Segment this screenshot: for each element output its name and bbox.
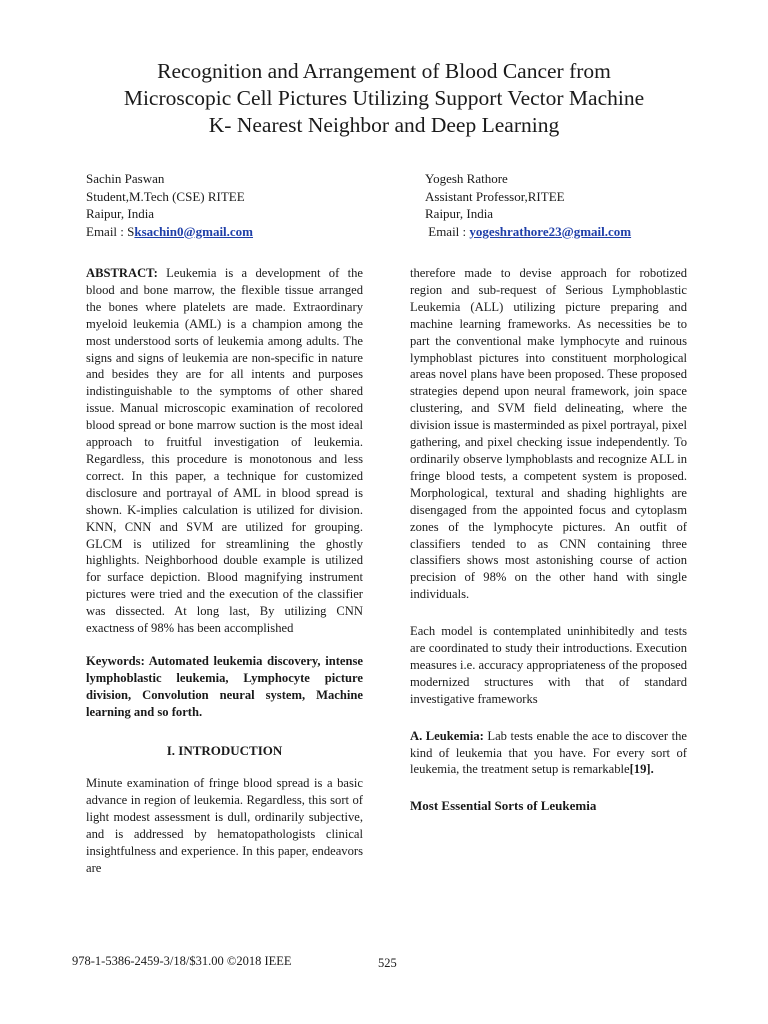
author-email-row — [86, 223, 346, 241]
title-line: Microscopic Cell Pictures Utilizing Support Vector Machine — [123, 86, 645, 110]
keywords-paragraph — [86, 653, 363, 721]
body-paragraph: Each model is contemplated uninhibitedly and tests are coordinated to study their introductions. Execution measures i.e. accuracy appropriateness of the proposed modernized structures with that of standard investigative frameworks — [410, 624, 687, 706]
email-link[interactable]: ksachin0@gmail.com — [134, 223, 254, 239]
introduction-paragraph: Minute examination of fringe blood spread is a basic advance in region of leukemia. Regardless, this sort of light modest assessment is dull, ordinarily subjective, and is addressed by hematopathologists clinical insightfulness and experience. In this paper, endeavors are — [86, 776, 363, 875]
email-link[interactable]: yogeshrathore23@gmail.com — [469, 223, 632, 239]
body-paragraph: therefore made to devise approach for robotized region and sub-request of Serious Lymphoblastic Leukemia (ALL) utilizing picture preparing and machine learning frameworks. As necessities be to part the conventional make lymphocyte and ruinous lymphoblast pictures into constituent morphological areas novel plans have been proposed. These proposed strategies depend upon neural framework, join space clustering, and SVM field delineating, where the division issue is masterminded as pixel portrayal, pixel gathering, and pixel checking issue independently. To ordinarily observe lymphoblasts and recognize ALL in fringe blood tests, a competent system is proposed. Morphological, textural and shading highlights are disengaged from the appointed focus and cytoplasm zones of the lymphocyte pictures. An outfit of classifiers tended to as CNN containing three classifiers shows most astonishing course of action precision of 98% on the other hand with single individuals. — [410, 266, 688, 602]
right-column — [410, 265, 687, 815]
abstract-text: Leukemia is a development of the blood and bone marrow, the flexible tissue arranged the bones where platelets are made. Extraordinary myeloid leukemia (AML) is a champion among the most understood sorts of leukemia among adults. The signs and signs of leukemia are non-specific in nature and besides they are for all intents and purposes indistinguishable to the symptoms of other shared issue. Manual microscopic examination of recolored blood spread or bone marrow suction is the most ideal approach to fruitful investigation of leukemia. Regardless, this procedure is monotonous and less correct. In this paper, a technique for customized disclosure and portrayal of AML in blood spread is shown. K-implies calculation is utilized for division. KNN, CNN and SVM are utilized for grouping. GLCM is utilized for streamlining the ghostly highlights. Neighborhood double example is utilized for surface depiction. Blood magnifying instrument pictures were tried and the execution of the classifier was dissected. At long last, By utilizing CNN exactness of 98% has been accomplished — [86, 266, 363, 636]
page-number: 525 — [378, 956, 397, 970]
abstract-label: ABSTRACT: — [86, 266, 158, 280]
author-position: Student,M.Tech (CSE) RITEE — [86, 188, 245, 204]
leukemia-paragraph — [410, 728, 687, 779]
author-name: Yogesh Rathore — [425, 171, 508, 186]
author-name: Sachin Paswan — [86, 171, 165, 186]
author-email-row — [425, 223, 725, 241]
email-label: Email : S — [86, 223, 135, 239]
section-heading-introduction: I. INTRODUCTION — [166, 742, 283, 758]
subsection-heading: Most Essential Sorts of Leukemia — [410, 798, 597, 814]
leukemia-text: Lab tests enable the ace to discover the kind of leukemia that you have. For every sort of leukemia, the treatment setup is remarkable — [410, 728, 687, 777]
author-location: Raipur, India — [425, 206, 494, 221]
abstract-paragraph — [86, 265, 363, 637]
title-line: Recognition and Arrangement of Blood Cancer from — [157, 59, 611, 83]
paper-title — [60, 58, 708, 139]
author-block-1 — [86, 170, 346, 240]
footer-copyright: 978-1-5386-2459-3/18/$31.00 ©2018 IEEE — [72, 954, 292, 968]
title-line: K- Nearest Neighbor and Deep Learning — [208, 113, 560, 137]
leukemia-label: A. Leukemia: — [410, 728, 484, 743]
left-column — [86, 265, 363, 877]
author-block-2 — [425, 170, 725, 240]
email-label: Email : — [428, 223, 470, 239]
keywords-text: Keywords: Automated leukemia discovery, intense lymphoblastic leukemia, Lymphocyte picture division, Convolution neural system, Machine learning and so forth. — [86, 653, 363, 719]
author-location: Raipur, India — [86, 206, 155, 221]
author-position: Assistant Professor,RITEE — [425, 188, 565, 204]
citation-ref[interactable]: [19]. — [629, 762, 654, 777]
